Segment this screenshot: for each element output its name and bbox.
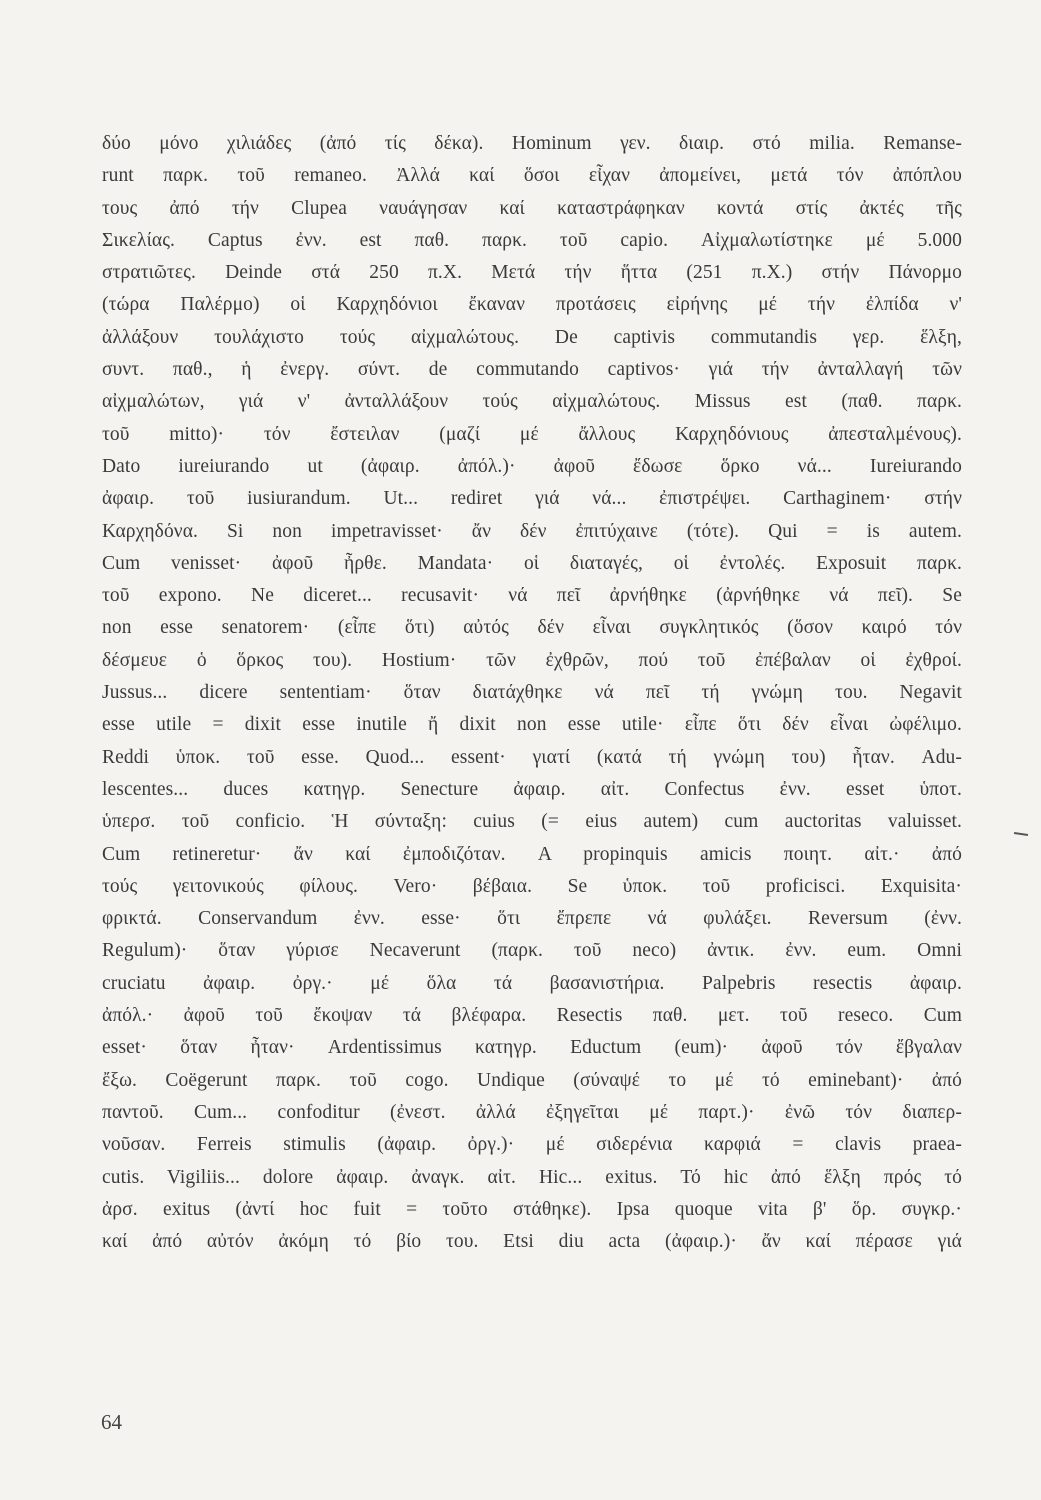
text-line: Cum venisset· ἀφοῦ ἦρθε. Mandata· οἱ διαταγές, οἱ ἐντολές. Exposuit παρκ. — [102, 552, 962, 574]
text-line: Σικελίας. Captus ἐνν. est παθ. παρκ. τοῦ capio. Αἰχμαλωτίστηκε μέ 5.000 — [102, 229, 962, 251]
text-line: esset· ὅταν ἦταν· Ardentissimus κατηγρ. Eductum (eum)· ἀφοῦ τόν ἔβγαλαν — [102, 1037, 962, 1059]
text-line: ἀλλάξουν τουλάχιστο τούς αἰχμαλώτους. De captivis commutandis γερ. ἕλξη, — [102, 326, 962, 348]
text-line: τοῦ mitto)· τόν ἔστειλαν (μαζί μέ ἄλλους Καρχηδόνιους ἀπεσταλμένους). — [102, 423, 962, 445]
text-line: τούς γειτονικούς φίλους. Vero· βέβαια. Se ὑποκ. τοῦ proficisci. Exquisita· — [102, 875, 962, 897]
text-line: ἔξω. Coëgerunt παρκ. τοῦ cogo. Undique (σύναψέ το μέ τό eminebant)· ἀπό — [102, 1069, 962, 1091]
text-line: cutis. Vigiliis... dolore ἀφαιρ. ἀναγκ. αἰτ. Hic... exitus. Τό hic ἀπό ἕλξη πρός τό — [102, 1166, 962, 1188]
text-line: ἀρσ. exitus (ἀντί hoc fuit = τοῦτο στάθηκε). Ipsa quoque vita β' ὅρ. συγκρ.· — [102, 1198, 962, 1220]
text-line: runt παρκ. τοῦ remaneo. Ἀλλά καί ὅσοι εἶχαν ἀπομείνει, μετά τόν ἀπόπλου — [102, 165, 962, 187]
text-line: φρικτά. Conservandum ἐνν. esse· ὅτι ἔπρεπε νά φυλάξει. Reversum (ἐνν. — [102, 908, 962, 930]
text-line: ὑπερσ. τοῦ conficio. Ἡ σύνταξη: cuius (= eius autem) cum auctoritas valuisset. — [102, 811, 962, 833]
text-line: Reddi ὑποκ. τοῦ esse. Quod... essent· γιατί (κατά τή γνώμη του) ἦταν. Adu- — [102, 746, 962, 768]
text-line: (τώρα Παλέρμο) οἱ Καρχηδόνιοι ἔκαναν προτάσεις εἰρήνης μέ τήν ἐλπίδα ν' — [102, 294, 962, 316]
text-line: καί ἀπό αὐτόν ἀκόμη τό βίο του. Etsi diu acta (ἀφαιρ.)· ἄν καί πέρασε γιά — [102, 1231, 962, 1253]
text-line: ἀπόλ.· ἀφοῦ τοῦ ἔκοψαν τά βλέφαρα. Resectis παθ. μετ. τοῦ reseco. Cum — [102, 1005, 962, 1027]
margin-mark — [1014, 832, 1028, 836]
text-line: non esse senatorem· (εἶπε ὅτι) αὐτός δέν εἶναι συγκλητικός (ὅσον καιρό τόν — [102, 617, 962, 639]
text-line: lescentes... duces κατηγρ. Senecture ἀφαιρ. αἰτ. Confectus ἐνν. esset ὑποτ. — [102, 778, 962, 800]
page-number: 64 — [101, 1410, 122, 1434]
text-line: cruciatu ἀφαιρ. ὀργ.· μέ ὅλα τά βασανιστήρια. Palpebris resectis ἀφαιρ. — [102, 972, 962, 994]
text-line: αἰχμαλώτων, γιά ν' ἀνταλλάξουν τούς αἰχμαλώτους. Missus est (παθ. παρκ. — [102, 391, 962, 413]
text-line: Regulum)· ὅταν γύρισε Necaverunt (παρκ. τοῦ neco) ἀντικ. ἐνν. eum. Omni — [102, 940, 962, 962]
text-line: νοῦσαν. Ferreis stimulis (ἀφαιρ. ὀργ.)· μέ σιδερένια καρφιά = clavis praea- — [102, 1134, 962, 1156]
commentary-text — [102, 128, 962, 1258]
text-line: Καρχηδόνα. Si non impetravisset· ἄν δέν ἐπιτύχαινε (τότε). Qui = is autem. — [102, 520, 962, 542]
text-line: esse utile = dixit esse inutile ἤ dixit non esse utile· εἶπε ὅτι δέν εἶναι ὠφέλιμο. — [102, 714, 962, 736]
text-line: Jussus... dicere sententiam· ὅταν διατάχθηκε νά πεῖ τή γνώμη του. Negavit — [102, 682, 962, 704]
text-line: δύο μόνο χιλιάδες (ἀπό τίς δέκα). Hominum γεν. διαιρ. στό milia. Remanse- — [102, 133, 962, 154]
text-line: δέσμευε ὁ ὅρκος του). Hostium· τῶν ἐχθρῶν, πού τοῦ ἐπέβαλαν οἱ ἐχθροί. — [102, 649, 962, 671]
text-line: παντοῦ. Cum... confoditur (ἐνεστ. ἀλλά ἐξηγεῖται μέ παρτ.)· ἐνῶ τόν διαπερ- — [102, 1101, 962, 1123]
text-line: τους ἀπό τήν Clupea ναυάγησαν καί καταστράφηκαν κοντά στίς ἀκτές τῆς — [102, 197, 962, 219]
text-line: Dato iureiurando ut (ἀφαιρ. ἀπόλ.)· ἀφοῦ ἔδωσε ὅρκο νά... Iureiurando — [102, 455, 962, 477]
text-line: Cum retineretur· ἄν καί ἐμποδιζόταν. A propinquis amicis ποιητ. αἰτ.· ἀπό — [102, 843, 962, 865]
text-line: συντ. παθ., ἡ ἐνεργ. σύντ. de commutando captivos· γιά τήν ἀνταλλαγή τῶν — [102, 359, 962, 381]
text-line: στρατιῶτες. Deinde στά 250 π.Χ. Μετά τήν ἥττα (251 π.Χ.) στήν Πάνορμο — [102, 262, 962, 284]
text-line: τοῦ expono. Ne diceret... recusavit· νά πεῖ ἀρνήθηκε (ἀρνήθηκε νά πεῖ). Se — [102, 585, 962, 607]
text-line: ἀφαιρ. τοῦ iusiurandum. Ut... rediret γιά νά... ἐπιστρέψει. Carthaginem· στήν — [102, 488, 962, 510]
